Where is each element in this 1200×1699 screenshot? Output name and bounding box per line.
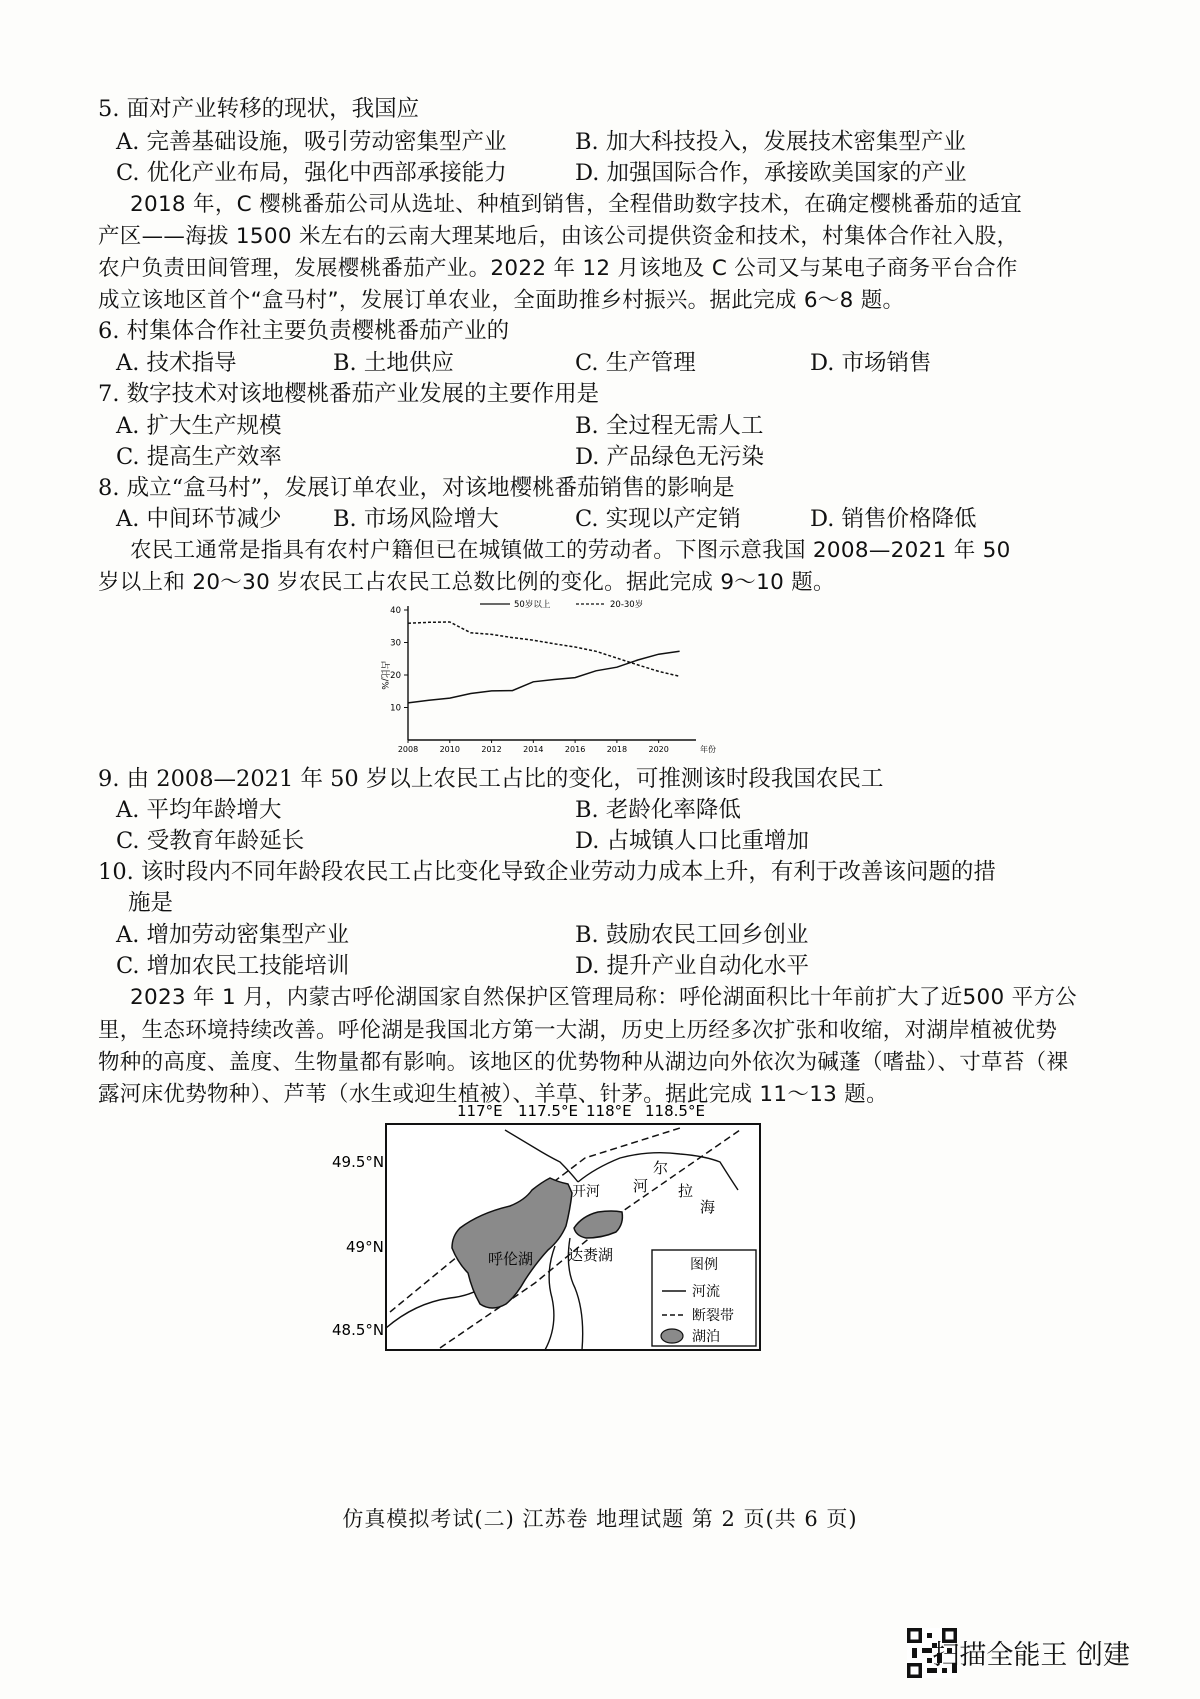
- q9-option-b: B. 老龄化率降低: [575, 797, 741, 823]
- x-tick-label: 2010: [439, 745, 460, 754]
- q7-option-d: D. 产品绿色无污染: [575, 444, 765, 470]
- passage3-line: 露河床优势物种）、芦苇（水生或迎生植被）、羊草、针茅。据此完成 11～13 题。: [98, 1082, 888, 1107]
- q8-option-d: D. 销售价格降低: [810, 506, 977, 532]
- x-tick-label: 2020: [648, 745, 669, 754]
- chart-legend: [480, 599, 643, 610]
- x-tick-label: 2018: [606, 745, 628, 754]
- series-line-over-50: [408, 651, 680, 703]
- hulun-lake-map: [320, 1098, 770, 1358]
- q6-option-d: D. 市场销售: [810, 350, 932, 376]
- q10-option-b: B. 鼓励农民工回乡创业: [575, 922, 809, 948]
- q6-option-b: B. 土地供应: [333, 350, 454, 376]
- lat-label: 48.5°N: [332, 1321, 385, 1339]
- river-label: 海: [700, 1198, 716, 1216]
- q10-option-d: D. 提升产业自动化水平: [575, 953, 810, 979]
- y-axis-label: 占比/%: [379, 660, 389, 690]
- lon-label: 118°E: [586, 1102, 632, 1120]
- lake-dalai-label: 达赉湖: [568, 1246, 614, 1264]
- river-label: 拉: [678, 1182, 694, 1200]
- y-tick-label: 40: [390, 606, 401, 616]
- chart-series: [408, 622, 680, 703]
- legend-title: 图例: [690, 1257, 718, 1273]
- q6-option-c: C. 生产管理: [575, 350, 696, 376]
- q7-option-c: C. 提高生产效率: [116, 444, 282, 470]
- x-tick-label: 2008: [397, 745, 419, 754]
- q7-stem: 7. 数字技术对该地樱桃番茄产业发展的主要作用是: [98, 381, 600, 407]
- q7-option-b: B. 全过程无需人工: [575, 413, 764, 439]
- q10-stem: 10. 该时段内不同年龄段农民工占比变化导致企业劳动力成本上升，有利于改善该问题的措: [98, 859, 996, 885]
- q8-option-c: C. 实现以产定销: [575, 506, 741, 532]
- q10-stem-cont: 施是: [128, 890, 174, 916]
- q9-option-d: D. 占城镇人口比重增加: [575, 828, 810, 854]
- passage1-line: 2018 年，C 樱桃番茄公司从选址、种植到销售，全程借助数字技术，在确定樱桃番茄的适宜: [130, 192, 1023, 217]
- legend-lake-label: 湖泊: [692, 1329, 720, 1345]
- x-axis-label: 年份: [700, 745, 716, 754]
- q10-option-a: A. 增加劳动密集型产业: [116, 922, 350, 948]
- y-tick-label: 30: [390, 638, 401, 649]
- scanner-watermark: 扫描全能王 创建: [932, 1640, 1130, 1671]
- legend-label: 50岁以上: [514, 600, 551, 610]
- passage3-line: 物种的高度、盖度、生物量都有影响。该地区的优势物种从湖边向外依次为碱蓬（嗜盐）、寸草苔（裸: [98, 1050, 1069, 1075]
- q9-option-c: C. 受教育年龄延长: [116, 828, 305, 854]
- legend-fault-label: 断裂带: [692, 1308, 734, 1324]
- lake-hulun-label: 呼伦湖: [488, 1250, 534, 1268]
- passage2-line: 农民工通常是指具有农村户籍但已在城镇做工的劳动者。下图示意我国 2008—2021 年 50: [130, 538, 1011, 563]
- passage1-line: 农户负责田间管理，发展樱桃番茄产业。2022 年 12 月该地及 C 公司又与某电子商务平台合作: [98, 256, 1018, 281]
- passage3-line: 2023 年 1 月，内蒙古呼伦湖国家自然保护区管理局称：呼伦湖面积比十年前扩大了近500 平方公: [130, 985, 1077, 1010]
- q5-option-c: C. 优化产业布局，强化中西部承接能力: [116, 160, 507, 186]
- y-tick-label: 20: [390, 671, 401, 681]
- passage3-line: 里，生态环境持续改善。呼伦湖是我国北方第一大湖，历史上历经多次扩张和收缩，对湖岸植被优势: [98, 1018, 1058, 1043]
- lat-label: 49°N: [346, 1238, 384, 1256]
- legend-river-label: 河流: [692, 1284, 720, 1300]
- river-label: 开河: [572, 1184, 600, 1200]
- q10-option-c: C. 增加农民工技能培训: [116, 953, 350, 979]
- passage1-line: 成立该地区首个“盒马村”，发展订单农业，全面助推乡村振兴。据此完成 6～8 题。: [98, 288, 905, 313]
- q6-option-a: A. 技术指导: [116, 350, 237, 376]
- y-tick-label: 10: [390, 703, 401, 714]
- q9-stem: 9. 由 2008—2021 年 50 岁以上农民工占比的变化，可推测该时段我国农民工: [98, 766, 884, 792]
- legend-lake-swatch: [661, 1329, 683, 1343]
- line-chart: [360, 596, 720, 758]
- q5-option-d: D. 加强国际合作，承接欧美国家的产业: [575, 160, 967, 186]
- page-footer: 仿真模拟考试(二) 江苏卷 地理试题 第 2 页(共 6 页): [342, 1507, 858, 1531]
- x-tick-label: 2014: [523, 745, 544, 754]
- lon-label: 117°E: [457, 1102, 503, 1120]
- river-label: 尔: [653, 1159, 669, 1177]
- q9-option-a: A. 平均年龄增大: [116, 797, 282, 823]
- lon-label: 117.5°E: [518, 1102, 578, 1120]
- x-tick-label: 2012: [481, 745, 502, 754]
- q6-stem: 6. 村集体合作社主要负责樱桃番茄产业的: [98, 318, 510, 344]
- x-tick-label: 2016: [564, 745, 586, 754]
- passage1-line: 产区——海拔 1500 米左右的云南大理某地后，由该公司提供资金和技术，村集体合作社入股，: [98, 224, 1019, 249]
- legend-label: 20-30岁: [610, 600, 644, 610]
- q5-option-b: B. 加大科技投入，发展技术密集型产业: [575, 129, 966, 155]
- q8-option-a: A. 中间环节减少: [116, 506, 282, 532]
- q8-stem: 8. 成立“盒马村”，发展订单农业，对该地樱桃番茄销售的影响是: [98, 475, 735, 501]
- q8-option-b: B. 市场风险增大: [333, 506, 499, 532]
- q5-option-a: A. 完善基础设施，吸引劳动密集型产业: [116, 129, 507, 155]
- q7-option-a: A. 扩大生产规模: [116, 413, 282, 439]
- q5-stem: 5. 面对产业转移的现状，我国应: [98, 96, 420, 122]
- series-line-20-30: [408, 622, 680, 676]
- river-label: 河: [633, 1177, 649, 1195]
- lat-label: 49.5°N: [332, 1153, 385, 1171]
- passage2-line: 岁以上和 20～30 岁农民工占农民工总数比例的变化。据此完成 9～10 题。: [98, 570, 835, 595]
- lon-label: 118.5°E: [645, 1102, 705, 1120]
